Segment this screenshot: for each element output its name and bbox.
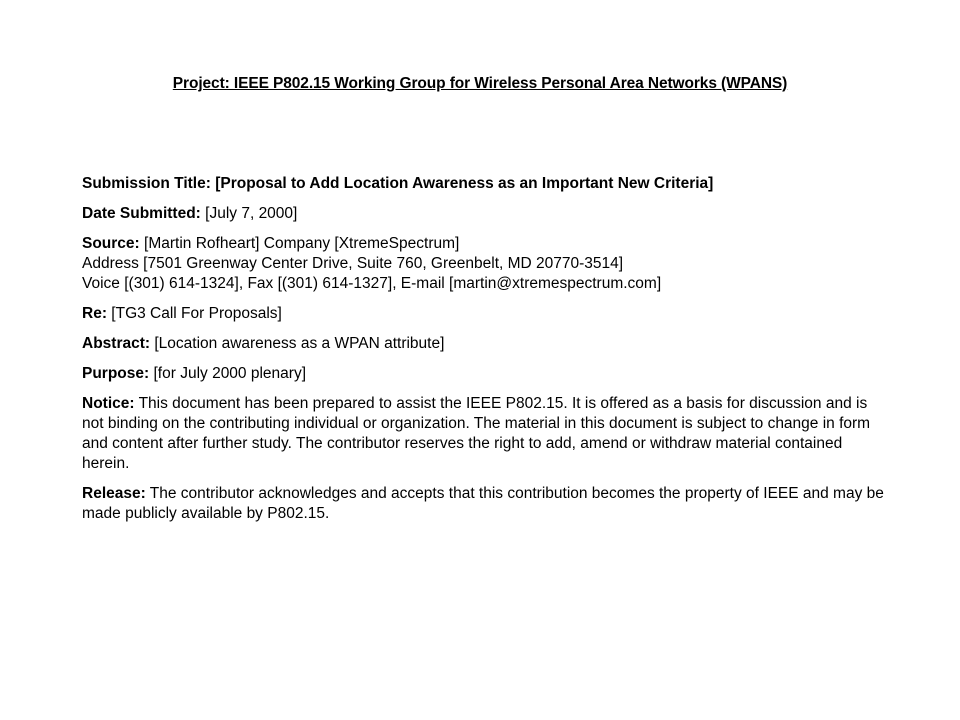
re-value: [TG3 Call For Proposals] [111, 305, 282, 322]
release-field [82, 484, 892, 524]
source-contact: Voice [(301) 614-1324], Fax [(301) 614-1327], E-mail [martin@xtremespectrum.com] [82, 275, 662, 292]
abstract-label: Abstract: [82, 335, 151, 352]
submission-title-label: Submission Title: [82, 175, 211, 192]
purpose-field [82, 364, 892, 384]
date-submitted-field [82, 204, 892, 224]
notice-field [82, 394, 892, 474]
purpose-label: Purpose: [82, 365, 150, 382]
source-address: Address [7501 Greenway Center Drive, Suite 760, Greenbelt, MD 20770-3514] [82, 255, 624, 272]
project-title: Project: IEEE P802.15 Working Group for Wireless Personal Area Networks (WPANS) [172, 75, 788, 92]
abstract-value: [Location awareness as a WPAN attribute] [154, 335, 445, 352]
re-label: Re: [82, 305, 107, 322]
abstract-field [82, 334, 892, 354]
date-submitted-value: [July 7, 2000] [205, 205, 298, 222]
re-field [82, 304, 892, 324]
date-submitted-label: Date Submitted: [82, 205, 201, 222]
release-text: The contributor acknowledges and accepts that this contribution becomes the property of IEEE and may be made publicly available by P802.15. [82, 485, 884, 522]
notice-label: Notice: [82, 395, 135, 412]
purpose-value: [for July 2000 plenary] [153, 365, 307, 382]
notice-text: This document has been prepared to assist the IEEE P802.15. It is offered as a basis for discussion and is not binding on the contributing individual or organization. The material in this document is subject to change in form and content after further study. The contributor reserves the right to add, amend or withdraw material contained herein. [82, 395, 871, 472]
release-label: Release: [82, 485, 146, 502]
source-name-company: [Martin Rofheart] Company [XtremeSpectrum] [144, 235, 460, 252]
document-body [82, 174, 892, 534]
submission-title-field [82, 174, 892, 194]
submission-title-value: [Proposal to Add Location Awareness as an Important New Criteria] [215, 175, 714, 192]
source-field [82, 234, 892, 294]
source-label: Source: [82, 235, 140, 252]
